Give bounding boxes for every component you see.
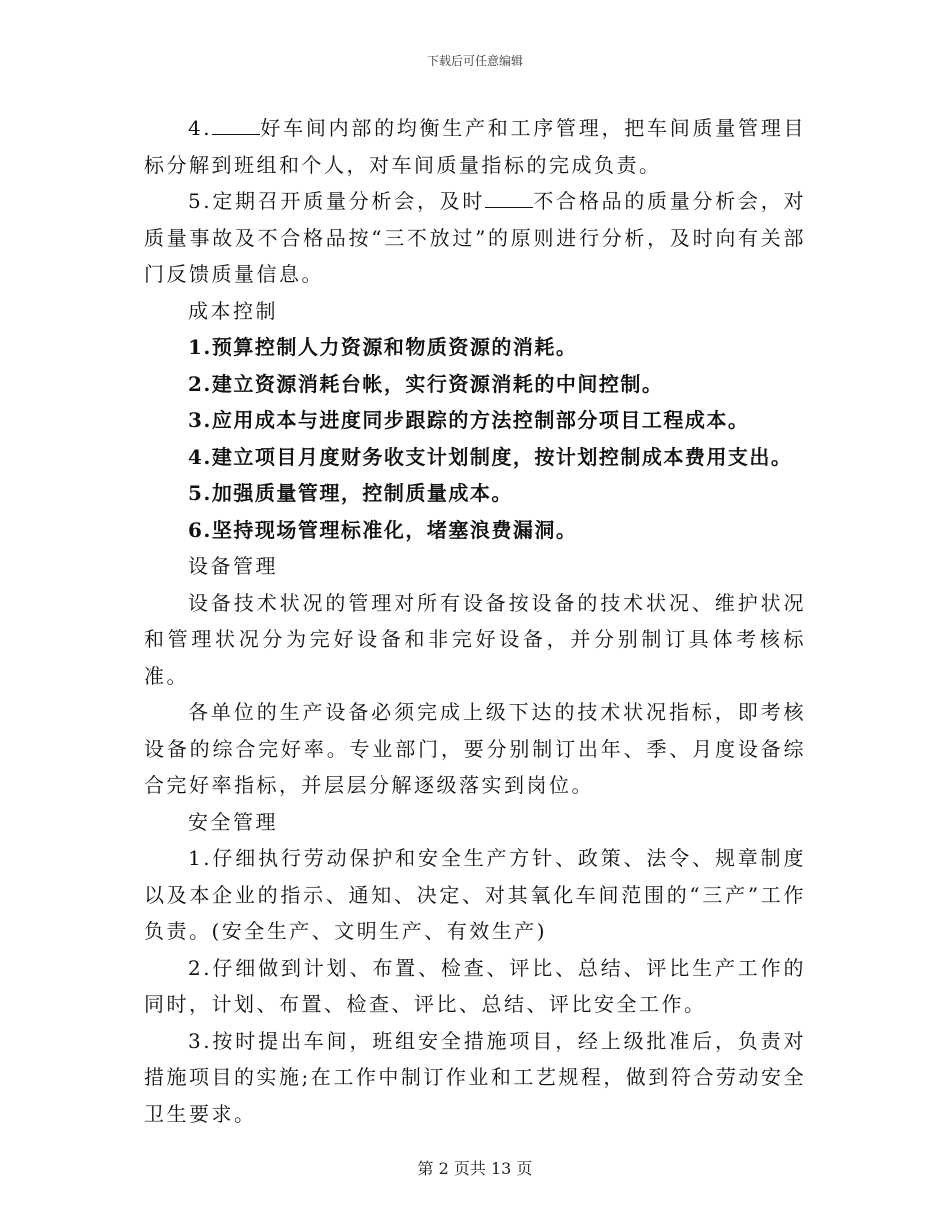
safety-item: 2.仔细做到计划、布置、检查、评比、总结、评比生产工作的同时，计划、布置、检查、评比、总结、评比安全工作。: [144, 955, 806, 1016]
page-number: 第 2 页共 13 页: [417, 1159, 533, 1178]
safety-item: 1.仔细执行劳动保护和安全生产方针、政策、法令、规章制度以及本企业的指示、通知、决定、对其氧化车间范围的“三产”工作负责。(安全生产、文明生产、有效生产): [144, 846, 806, 943]
cost-item: 3.应用成本与进度同步跟踪的方法控制部分项目工程成本。: [188, 408, 750, 432]
cost-item: 2.建立资源消耗台帐，实行资源消耗的中间控制。: [188, 371, 664, 396]
fill-blank: [485, 189, 533, 208]
cost-item: 5.加强质量管理，控制质量成本。: [188, 481, 513, 505]
document-body: [144, 110, 806, 1132]
quality-item-5-text: 不合格品的质量分析会，对质量事故及不合格品按“三不放过”的原则进行分析，及时向有关部门反馈质量信息。: [144, 189, 806, 286]
cost-item: 6.坚持现场管理标准化，堵塞浪费漏洞。: [188, 517, 578, 542]
section-title-equipment: 设备管理: [188, 554, 278, 578]
safety-item: 3.按时提出车间，班组安全措施项目，经上级批准后，负责对措施项目的实施;在工作中制订作业和工艺规程，做到符合劳动安全卫生要求。: [144, 1028, 806, 1126]
cost-item: 4.建立项目月度财务收支计划制度，按计划控制成本费用支出。: [188, 444, 793, 469]
quality-item-5: [144, 183, 806, 293]
quality-item-4-prefix: 4.: [188, 116, 213, 140]
quality-item-5-prefix: 5.定期召开质量分析会，及时: [188, 189, 486, 213]
section-title-cost: 成本控制: [188, 298, 278, 323]
section-title-safety: 安全管理: [188, 809, 278, 834]
cost-item: 1.预算控制人力资源和物质资源的消耗。: [188, 335, 578, 359]
quality-item-4: [144, 110, 806, 183]
equipment-paragraph: 各单位的生产设备必须完成上级下达的技术状况指标，即考核设备的综合完好率。专业部门，要分别制订出年、季、月度设备综合完好率指标，并层层分解逐级落实到岗位。: [144, 700, 806, 797]
equipment-paragraph: 设备技术状况的管理对所有设备按设备的技术状况、维护状况和管理状况分为完好设备和非完好设备，并分别制订具体考核标准。: [144, 590, 806, 688]
page-header-note: 下载后可任意编辑: [426, 54, 523, 68]
quality-item-4-text: 好车间内部的均衡生产和工序管理，把车间质量管理目标分解到班组和个人，对车间质量指标的完成负责。: [144, 116, 806, 177]
fill-blank: [212, 116, 260, 135]
